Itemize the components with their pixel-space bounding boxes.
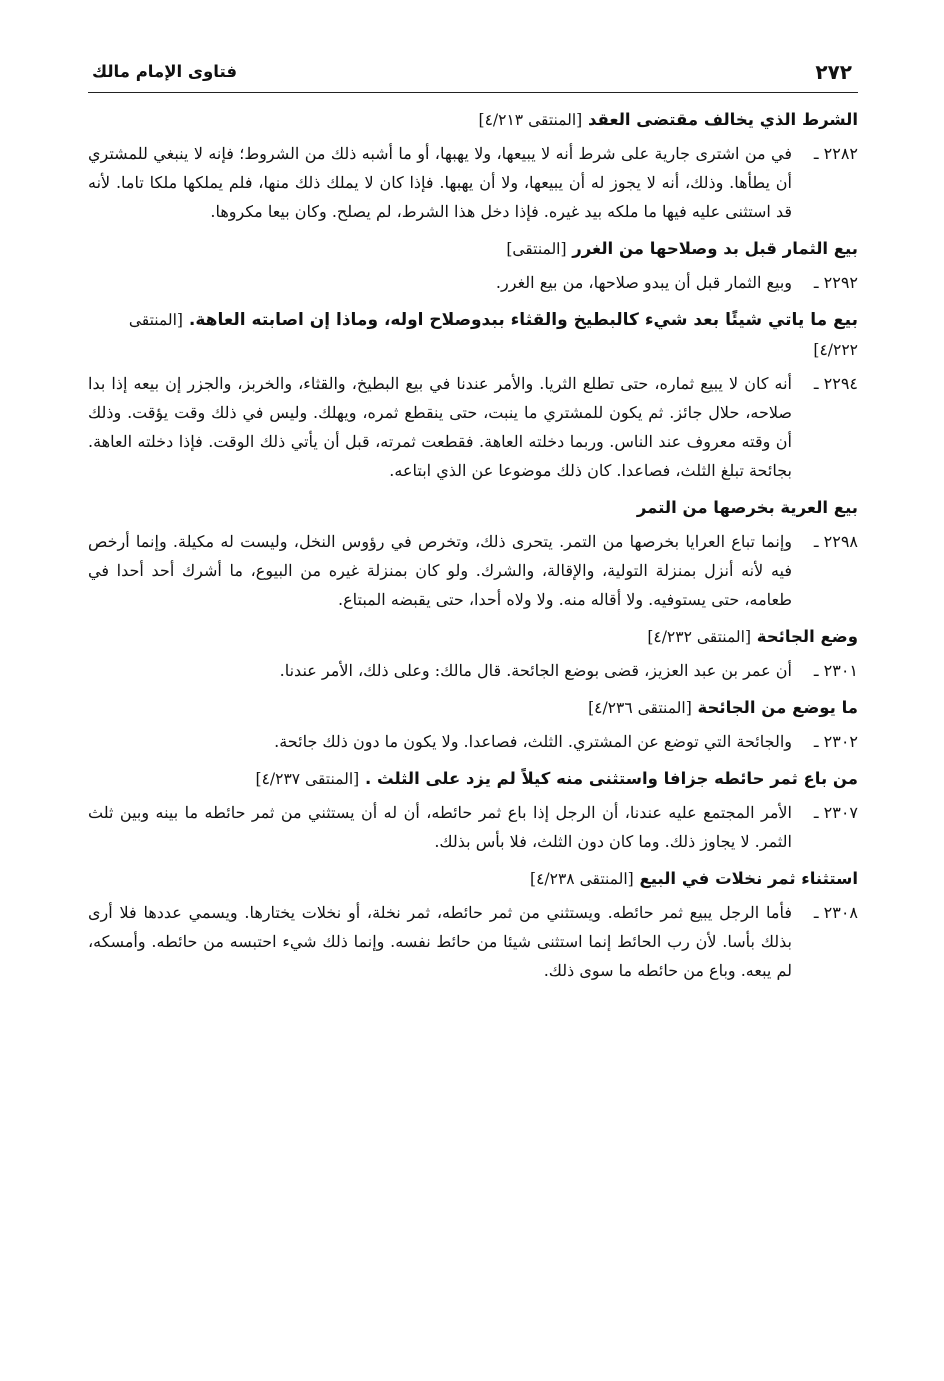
section bbox=[88, 305, 858, 485]
section-title: بيع العرية بخرصها من التمر bbox=[636, 498, 858, 517]
entry-text: أنه كان لا يبيع ثماره، حتى تطلع الثريا. والأمر عندنا في بيع البطيخ، والقثاء، والخربز، والجزر إن بيعه إذا بدا صلاحه، حلال جائز. ثم يكون للمشتري ما ينبت، حتى ينقطع ثمره، ويهلك. وليس في ذلك وقت يؤقت. وذلك أن وقته معروف عند الناس. وربما دخلته العاهة. فقطعت ثمرته، قبل أن يأتي ذلك الوقت. فإذا دخلته العاهة. بجائحة تبلغ الثلث، فصاعدا. كان ذلك موضوعا عن الذي ابتاعه. bbox=[88, 374, 792, 480]
entry-number: ٢٣٠٢ ـ bbox=[813, 732, 858, 751]
source-reference: [المنتقى ٤/٢١٣] bbox=[478, 111, 583, 129]
fatwa-entry bbox=[88, 369, 858, 485]
section-title: ما يوضع من الجائحة bbox=[697, 698, 858, 717]
running-header bbox=[88, 58, 858, 93]
section-heading bbox=[88, 234, 858, 264]
source-reference: [المنتقى ٤/٢٣٨] bbox=[530, 870, 634, 888]
source-reference: [المنتقى ٤/٢٣٧] bbox=[255, 770, 360, 788]
fatwa-entry bbox=[88, 898, 858, 985]
fatwa-entry bbox=[88, 527, 858, 614]
entry-text: وإنما تباع العرايا بخرصها من التمر. يتحرى ذلك، وتخرص في رؤوس النخل، وليست له مكيلة. وإنما أرخص فيه لأنه أنزل بمنزلة التولية، والإقالة، والشرك. ولو كان بمنزلة غيره من البيوع، ما أشرك أحد أحدا في طعامه، حتى يستوفيه. ولا أقاله منه. ولا ولاه أحدا، حتى يقبضه المبتاع. bbox=[88, 532, 792, 609]
section-heading bbox=[88, 764, 858, 794]
section bbox=[88, 864, 858, 985]
source-reference: [المنتقى ٤/٢٣٢] bbox=[647, 628, 751, 646]
entry-number: ٢٣٠٧ ـ bbox=[813, 803, 858, 822]
section-title: بيع ما ياتي شيئًا بعد شيء كالبطيخ والقثاء ببدوصلاح اوله، وماذا إن اصابته العاهة. bbox=[188, 310, 858, 330]
section-title: وضع الجائحة bbox=[756, 627, 858, 646]
section-heading bbox=[88, 864, 858, 894]
entry-text: فأما الرجل يبيع ثمر حائطه. ويستثني من ثمر حائطه، ثمر نخلة، أو نخلات يختارها. ويسمي عددها فلا أرى بذلك بأسا. لأن رب الحائط إنما استثنى شيئا من حائط نفسه. وإنما ذلك شيء احتبسه من حائطه. وأمسكه، لم يبعه. وباع من حائطه ما سوى ذلك. bbox=[88, 903, 792, 980]
section bbox=[88, 764, 858, 856]
entry-number: ٢٢٩٤ ـ bbox=[813, 374, 858, 393]
entry-number: ٢٢٩٢ ـ bbox=[813, 273, 858, 292]
entry-text: أن عمر بن عبد العزيز، قضى بوضع الجائحة. قال مالك: وعلى ذلك، الأمر عندنا. bbox=[279, 661, 792, 680]
source-reference: [المنتقى] bbox=[506, 240, 567, 258]
source-reference: [المنتقى ٤/٢٣٦] bbox=[588, 699, 692, 717]
section bbox=[88, 234, 858, 297]
entry-number: ٢٢٨٢ ـ bbox=[813, 144, 858, 163]
fatwa-entry bbox=[88, 139, 858, 226]
entry-number: ٢٣٠٨ ـ bbox=[813, 903, 858, 922]
section bbox=[88, 493, 858, 614]
section bbox=[88, 105, 858, 226]
section-heading bbox=[88, 105, 858, 135]
entry-number: ٢٢٩٨ ـ bbox=[813, 532, 858, 551]
section-heading bbox=[88, 693, 858, 723]
entry-text: وبيع الثمار قبل أن يبدو صلاحها، من بيع الغرر. bbox=[495, 273, 792, 292]
section-title: الشرط الذي يخالف مقتضى العقد bbox=[587, 110, 858, 129]
book-title: فتاوى الإمام مالك bbox=[92, 62, 238, 81]
page-number: ٢٧٢ bbox=[815, 60, 852, 84]
section-heading bbox=[88, 305, 858, 365]
entry-text: والجائحة التي توضع عن المشتري. الثلث، فصاعدا. ولا يكون ما دون ذلك جائحة. bbox=[274, 732, 792, 751]
section bbox=[88, 622, 858, 685]
fatwa-entry bbox=[88, 798, 858, 856]
book-page bbox=[88, 58, 858, 1358]
section-heading bbox=[88, 493, 858, 523]
section-heading bbox=[88, 622, 858, 652]
section-title: من باع ثمر حائطه جزافا واستثنى منه كيلاً لم يزد على الثلث . bbox=[364, 769, 858, 788]
entry-text: الأمر المجتمع عليه عندنا، أن الرجل إذا باع ثمر حائطه، أن له أن يستثني من ثمر حائطه ما بينه وبين ثلث الثمر. لا يجاوز ذلك. وما كان دون الثلث، فلا بأس بذلك. bbox=[88, 803, 792, 851]
source-reference: [المنتقى ٤/٢٢٢] bbox=[128, 311, 858, 359]
entry-text: في من اشترى جارية على شرط أنه لا يبيعها، ولا يهبها، أو ما أشبه ذلك من الشروط؛ فإنه لا ينبغي للمشتري أن يطأها. وذلك، أنه لا يجوز له أن يبيعها، ولا أن يهبها. فإذا كان لا يملك ذلك منها، فلم يملكها ملكا تاما. لأنه قد استثنى عليه فيها ما ملكه بيد غيره. فإذا دخل هذا الشرط، لم يصلح. وكان بيعا مكروها. bbox=[88, 144, 792, 221]
section bbox=[88, 693, 858, 756]
section-title: استثناء ثمر نخلات في البيع bbox=[639, 869, 858, 888]
section-title: بيع الثمار قبل بد وصلاحها من الغرر bbox=[572, 239, 858, 258]
fatwa-entry bbox=[88, 727, 858, 756]
entry-number: ٢٣٠١ ـ bbox=[813, 661, 858, 680]
fatwa-entry bbox=[88, 656, 858, 685]
fatwa-entry bbox=[88, 268, 858, 297]
